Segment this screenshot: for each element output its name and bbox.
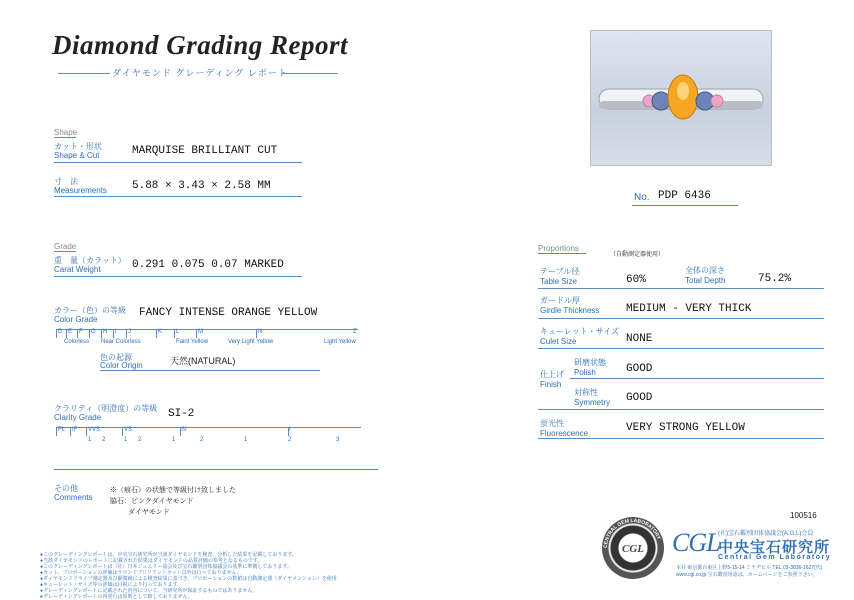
comments-label-en: Comments	[54, 493, 93, 502]
measurements-label-jp: 寸 法	[54, 177, 78, 186]
finish-label-jp: 仕上げ	[540, 370, 564, 379]
girdle-label-en: Girdle Thickness	[540, 306, 600, 315]
fluorescence-row-rule	[538, 438, 824, 439]
clarity-label-jp: クラリティ（明澄度）の等級	[54, 404, 158, 413]
clarity-scale-label: SI	[180, 427, 187, 436]
clarity-sub-label: 2	[102, 437, 106, 443]
lab-logo: CGL	[672, 528, 720, 557]
culet-label-jp: キューレット・サイズ	[540, 327, 620, 336]
polish-row-rule	[570, 378, 824, 379]
origin-value: 天然(NATURAL)	[170, 356, 236, 366]
shape-row-rule	[54, 162, 302, 163]
color-scale-letter: F	[77, 329, 83, 338]
polish-label-en: Polish	[574, 368, 596, 377]
clarity-scale-top-rule	[56, 427, 361, 428]
color-scale-letter: K	[156, 329, 162, 338]
color-group-label: Colorless	[64, 339, 90, 345]
clarity-sub-label: 1	[124, 437, 128, 443]
color-scale	[56, 329, 358, 349]
footnote-line: ●当該ダイヤモンドのレポートに記載された結果はダイヤモンドの品質評価の参考となるものです。	[40, 558, 263, 564]
seal-ring-text: CENTRAL GEM LABORATORY	[602, 517, 662, 549]
clarity-label-en: Clarity Grade	[54, 413, 102, 422]
total-depth-label-jp: 全体の深さ	[685, 266, 725, 275]
lab-name-en: Central Gem Laboratory	[718, 554, 832, 561]
clarity-sub-label: 1	[172, 437, 176, 443]
culet-value: NONE	[626, 333, 653, 345]
carat-value: 0.291 0.075 0.07 MARKED	[132, 259, 284, 271]
shape-label-jp: カット・形状	[54, 142, 102, 151]
clarity-sub-label: 2	[200, 437, 204, 443]
color-group-label: Very Light Yellow	[228, 339, 274, 345]
shape-section-rule	[54, 137, 76, 138]
clarity-section-rule	[54, 469, 378, 470]
proportions-section-rule	[538, 253, 586, 254]
lab-seal-icon	[602, 517, 664, 579]
clarity-scale-label: IF	[70, 427, 77, 436]
footnote-line: ●ダイヤモンドドライブ測定器及び顕微鏡による検査結果に基づき、プロポーションの数値は自動測定器（ダイヤメンション）を使用	[40, 576, 337, 582]
color-value: FANCY INTENSE ORANGE YELLOW	[139, 307, 318, 319]
color-scale-letter: J	[126, 329, 131, 338]
footnote-line: ●キューレット・サイズ等の評価は目視により行っております。	[40, 582, 183, 588]
footnote-line: ●カット、プロポーションの評価はラウンドブリリアントカット以外は行っておりません。	[40, 570, 242, 576]
origin-label-en: Color Origin	[100, 361, 143, 370]
color-scale-letter: I	[113, 329, 117, 338]
girdle-label-jp: ガードル厚	[540, 296, 580, 305]
ring-illustration	[591, 31, 771, 165]
table-size-label-en: Table Size	[540, 277, 577, 286]
clarity-scale-label: I	[288, 427, 291, 436]
measurements-row-rule	[54, 196, 302, 197]
total-depth-label-en: Total Depth	[685, 276, 726, 285]
shape-section-label: Shape	[54, 128, 78, 137]
color-group-label: Faint Yellow	[176, 339, 209, 345]
carat-label-jp: 重 量（カラット）	[54, 256, 126, 265]
clarity-sub-label: 2	[288, 437, 292, 443]
footnote-line: ●グレーディングレポートに記載された内容について、当研究所が保証するものではありません。	[40, 588, 258, 594]
color-scale-letter: Z	[353, 329, 357, 335]
lab-association: (社)宝石鑑別団体協議会(A.G.L)会員	[718, 531, 814, 537]
report-number-label: No.	[634, 192, 650, 203]
symmetry-label-jp: 対称性	[574, 388, 598, 397]
polish-value: GOOD	[626, 363, 653, 375]
carat-label-en: Carat Weight	[54, 265, 101, 274]
report-subtitle: ダイヤモンド グレーディング レポート	[112, 68, 288, 78]
clarity-scale-label: VVS	[86, 427, 100, 436]
report-number-value: PDP 6436	[658, 190, 711, 202]
seal-emblem	[602, 517, 664, 579]
clarity-sub-label: 1	[88, 437, 92, 443]
clarity-scale-label: FL	[56, 427, 65, 436]
comments-line-1: ※（痕石）の状態で等級付け致しました	[110, 487, 236, 494]
finish-label-en: Finish	[540, 380, 562, 389]
clarity-scale	[56, 427, 361, 447]
shape-value: MARQUISE BRILLIANT CUT	[132, 145, 278, 157]
color-scale-letter: N	[256, 329, 262, 338]
fluorescence-value: VERY STRONG YELLOW	[626, 422, 745, 434]
origin-row-rule	[100, 370, 320, 371]
color-label-en: Color Grade	[54, 315, 98, 324]
girdle-value: MEDIUM - VERY THICK	[626, 303, 752, 315]
culet-label-en: Culet Size	[540, 337, 577, 346]
color-scale-letter: L	[174, 329, 179, 338]
lab-name-jp: 中央宝石研究所	[718, 539, 831, 556]
clarity-sub-label: 2	[138, 437, 142, 443]
serial-number: 100516	[790, 511, 817, 520]
lab-web: www.cgl.co.jp 宝石鑑別用語は、ホームページをご参照下さい。	[676, 572, 818, 578]
color-group-label: Light Yellow	[324, 339, 356, 345]
grade-section-rule	[54, 251, 76, 252]
color-scale-letter: G	[89, 329, 96, 338]
table-size-label-jp: テーブル径	[540, 267, 580, 276]
origin-label-jp: 色の起源	[100, 353, 132, 362]
subtitle-rule-right	[282, 73, 338, 74]
table-size-value: 60%	[626, 274, 646, 286]
gemstone-photo	[590, 30, 772, 166]
color-scale-letter: H	[101, 329, 107, 338]
footnote-line: ●このグレーディングレポートは、中央宝石研究所が当該ダイヤモンドを検査、分析した結果を記載しております。	[40, 552, 298, 558]
shape-label-en: Shape & Cut	[54, 151, 100, 160]
grade-section-label: Grade	[54, 242, 77, 251]
symmetry-value: GOOD	[626, 392, 653, 404]
symmetry-label-en: Symmetry	[574, 398, 610, 407]
clarity-sub-label: 1	[244, 437, 248, 443]
color-scale-letter: E	[66, 329, 72, 338]
subtitle-rule-left	[58, 73, 110, 74]
clarity-sub-label: 3	[336, 437, 340, 443]
color-scale-letter: M	[196, 329, 203, 338]
total-depth-value: 75.2%	[758, 273, 792, 285]
color-group-label: Near Colorless	[101, 339, 141, 345]
table-row-rule	[538, 288, 824, 289]
comments-label-jp: その他	[54, 484, 78, 493]
measurements-value: 5.88 × 3.43 × 2.58 MM	[132, 180, 271, 192]
culet-row-rule	[538, 348, 824, 349]
measurements-label-en: Measurements	[54, 186, 107, 195]
symmetry-row-rule	[538, 409, 824, 410]
footnote-line: ●このグレーディングレポートは（社）日本ジュエリー協会及び宝石鑑別団体協議会の基準に準拠しております。	[40, 564, 293, 570]
clarity-scale-label: VS	[122, 427, 132, 436]
girdle-row-rule	[538, 318, 824, 319]
comments-line-2: 脇石：ピンクダイヤモンド	[110, 498, 194, 505]
seal-center-text: CGL	[622, 543, 644, 555]
proportions-section-label: Proportions	[538, 244, 579, 253]
comments-line-3: ダイヤモンド	[128, 509, 170, 516]
report-number-rule	[632, 205, 738, 206]
report-title: Diamond Grading Report	[52, 30, 349, 60]
color-label-jp: カラー（色）の等級	[54, 306, 126, 315]
carat-row-rule	[54, 276, 302, 277]
footnote-line: ●グレーディングレポートの再発行は原則として致しておりません。	[40, 594, 193, 600]
fluorescence-label-en: Fluorescence	[540, 429, 589, 438]
polish-label-jp: 研磨状態	[574, 358, 606, 367]
lab-address: 本社 東京都台東区上野5-15-14 ミヤヂビル TEL.03-3836-1627(代)	[676, 565, 823, 571]
clarity-value: SI-2	[168, 408, 195, 420]
proportions-note: （自動測定器使用）	[610, 252, 665, 258]
fluorescence-label-jp: 蛍光性	[540, 419, 564, 428]
color-scale-letter: D	[56, 329, 62, 338]
